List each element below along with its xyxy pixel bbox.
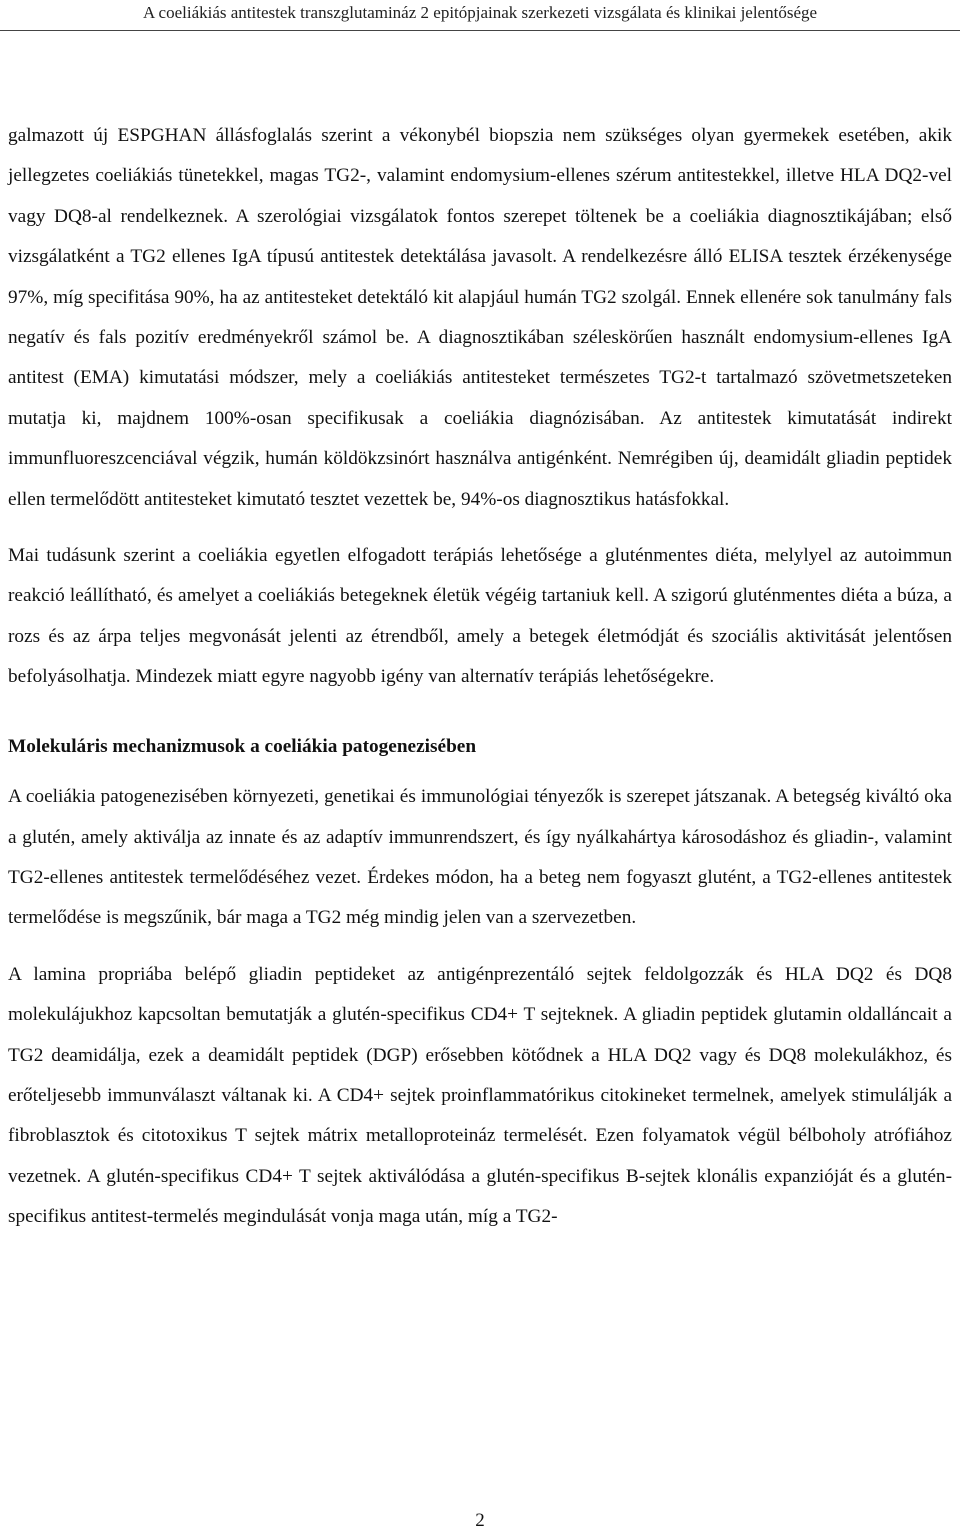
running-header: A coeliákiás antitestek transzglutamináz 2 epitópjainak szerkezeti vizsgálata és klinikai jelentősége xyxy=(0,0,960,31)
paragraph-lamina-propria: A lamina propriába belépő gliadin peptideket az antigénprezentáló sejtek feldolgozzák és HLA DQ2 és DQ8 molekulájukhoz kapcsoltan bemutatják a glutén-specifikus CD4+ T sejteknek. A gliadin peptidek glutamin oldalláncait a TG2 deamidálja, ezek a deamidált peptidek (DGP) erősebben kötődnek a HLA DQ2 vagy és DQ8 molekulákhoz, és erőteljesebb immunválaszt váltanak ki. A CD4+ sejtek proinflammatórikus citokineket termelnek, amelyek stimulálják a fibroblasztok és citotoxikus T sejtek mátrix metalloproteináz termelését. Ezen folyamatok végül bélboholy atrófiához vezetnek. A glutén-specifikus CD4+ T sejtek aktiválódása a glutén-specifikus B-sejtek klonális expanzióját és a glutén-specifikus antitest-termelés megindulását vonja maga után, míg a TG2- xyxy=(8,963,952,1228)
paragraph-serology: galmazott új ESPGHAN állásfoglalás szerint a vékonybél biopszia nem szükséges olyan gyermekek esetében, akik jellegzetes coeliákiás tünetekkel, magas TG2-, valamint endomysium-ellenes szérum antitestekkel, illetve HLA DQ2-vel vagy DQ8-al rendelkeznek. A szerológiai vizsgálatok fontos szerepet töltenek be a coeliákia diagnosztikájában; első vizsgálatként a TG2 ellenes IgA típusú antitestek detektálása javasolt. A rendelkezésre álló ELISA tesztek érzékenysége 97%, míg specifitása 90%, ha az antitesteket detektáló kit alapjául humán TG2 szolgál. Ennek ellenére sok tanulmány fals negatív és fals pozitív eredményekről számol be. A diagnosztikában széleskörűen használt endomysium-ellenes IgA antitest (EMA) kimutatási módszer, mely a coeliákiás antitesteket természetes TG2-t tartalmazó szövetmetszeteken mutatja ki, majdnem 100%-osan specifikusak a coeliákia diagnózisában. Az antitestek kimutatását indirekt immunfluoreszcenciával végzik, humán köldökzsinórt használva antigénként. Nemrégiben új, deamidált gliadin peptidek ellen termelődött antitesteket kimutató tesztet vezettek be, 94%-os diagnosztikus hatásfokkal. xyxy=(8,125,952,510)
section-heading: Molekuláris mechanizmusok a coeliákia patogenezisében xyxy=(8,735,477,757)
page-number: 2 xyxy=(475,1510,485,1531)
paragraph-pathogenesis: A coeliákia patogenezisében környezeti, genetikai és immunológiai tényezők is szerepet játszanak. A betegség kiváltó oka a glutén, amely aktiválja az innate és az adaptív immunrendszert, és így nyálkahártya károsodáshoz és gliadin-, valamint TG2-ellenes antitestek termelődéséhez vezet. Érdekes módon, ha a beteg nem fogyaszt glutént, a TG2-ellenes antitestek termelődése is megszűnik, bár maga a TG2 még mindig jelen van a szervezetben. xyxy=(8,786,952,929)
paragraph-gluten-free-diet: Mai tudásunk szerint a coeliákia egyetlen elfogadott terápiás lehetősége a gluténmentes diéta, melylyel az autoimmun reakció leállítható, és amelyet a coeliákiás betegeknek életük végéig tartaniuk kell. A szigorú gluténmentes diéta a búza, a rozs és az árpa teljes megvonását jelenti az étrendből, amely a betegek életmódját és szociális aktivitását jelentősen befolyásolhatja. Mindezek miatt egyre nagyobb igény van alternatív terápiás lehetőségekre. xyxy=(8,545,952,688)
document-body xyxy=(8,116,952,1238)
